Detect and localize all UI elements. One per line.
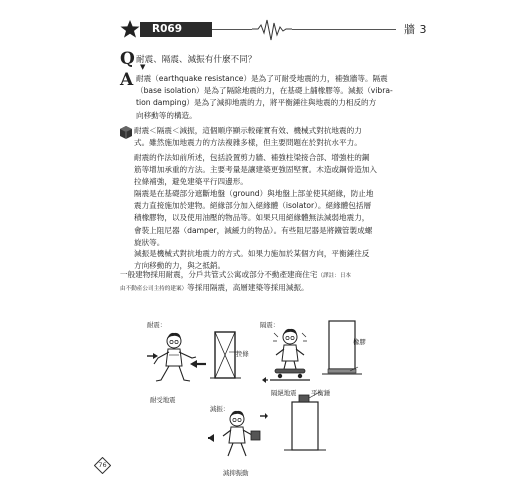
question-text: 耐震、隔震、減振有什麼不同？ xyxy=(136,55,257,65)
answer-line: 向移動等的構造。 xyxy=(136,110,197,120)
resist-title: 耐震： xyxy=(147,321,167,329)
isolate-title: 隔震： xyxy=(260,321,280,329)
text-line: 式。雖然施加地震力的方法複雜多樣，但主要問題在於對抗水平力。 xyxy=(134,138,362,148)
chapter-title: 牆 3 xyxy=(404,23,427,36)
section-tag: R069 xyxy=(140,22,212,37)
braced-frame-diagram xyxy=(208,328,262,382)
damped-building-diagram xyxy=(280,390,330,456)
answer-line: tion damping）是為了減抑地震的力，將平衡錘往與地震的力相反的方 xyxy=(136,98,377,108)
answer-line: （base isolation）是為了隔除地震的力，在基礎上舖橡膠等。減振（vibra- xyxy=(136,86,393,96)
text-line: 拉條補強，避免建築平行四邊形。 xyxy=(134,177,248,187)
text-line: 積橡膠物，以及使用油壓的物品等。如果只用絕緣體無法減弱地震力， xyxy=(134,213,370,223)
text-line: 會裝上阻尼器（damper，減緩力的物品）。有些阻尼器是將鐵管製成螺 xyxy=(134,225,373,235)
header-rule xyxy=(212,29,396,30)
damp-title: 減振： xyxy=(210,405,230,413)
brace-label: 拉條 xyxy=(236,350,249,358)
cube-bullet-icon xyxy=(120,126,132,139)
isolate-figure xyxy=(262,325,320,387)
paragraph-1 xyxy=(134,125,402,149)
text-line: 耐震的作法如前所述，包括設置剪力牆、補強柱梁接合部、增強柱的鋼 xyxy=(134,153,370,162)
text-line: 耐震＜隔震＜減振，這個順序顯示較確實有效、機械式對抗地震的力 xyxy=(134,126,362,135)
text-line: 旋狀等。 xyxy=(134,237,165,247)
resist-figure xyxy=(144,328,216,394)
down-arrow-icon: ▼ xyxy=(140,63,146,71)
text-line: 隔震是在基礎部分遮斷地盤（ground）與地盤上部並使其絕緣，防止地 xyxy=(134,189,374,198)
closing-text: 等採用隔震，高層建築等採用減振。 xyxy=(187,283,309,293)
text-line xyxy=(120,269,402,282)
translator-note: （譯註：日本 xyxy=(317,273,352,279)
rubber-label: 橡膠 xyxy=(353,338,366,346)
text-line xyxy=(120,282,402,295)
closing-text: 一般建物採用耐震，分戶共管式公寓或部分不動產建商住宅 xyxy=(120,270,318,279)
text-line: 減振是機械式對抗地震力的方式。如果力施加於某個方向，平衡錘往反 xyxy=(134,249,370,258)
text-line: 方向移動的力，與之抵銷。 xyxy=(134,261,226,271)
damp-figure xyxy=(206,402,268,466)
paragraph-2 xyxy=(134,152,402,189)
text-line: 震力直接施加於建物。絕緣部分加入絕緣體（isolator）。絕緣體包括層 xyxy=(134,201,372,211)
seismic-wave-icon xyxy=(252,17,292,43)
answer-text xyxy=(136,73,398,122)
page-number: 76 xyxy=(98,461,107,469)
star-icon xyxy=(120,19,140,39)
isolate-caption: 隔絕地震 xyxy=(271,389,297,397)
closing-paragraph xyxy=(120,269,402,295)
resist-caption: 耐受地震 xyxy=(150,396,176,404)
answer-line: 耐震（earthquake resistance）是為了可耐受地震的力，補強牆等。隔震 xyxy=(136,74,388,83)
answer-letter: A xyxy=(120,70,134,90)
weight-label: 平衡錘 xyxy=(311,389,331,397)
damp-caption: 減抑振動 xyxy=(223,469,249,477)
question-letter: Q xyxy=(120,49,135,69)
text-line: 筋等增加承重的方法。主要考量是讓建築更強固堅實。木造或鋼骨造加入 xyxy=(134,165,377,175)
paragraph-3 xyxy=(134,188,402,249)
translator-note: 由不動產公司主持的建案） xyxy=(120,286,188,293)
isolated-building-diagram xyxy=(314,315,372,381)
